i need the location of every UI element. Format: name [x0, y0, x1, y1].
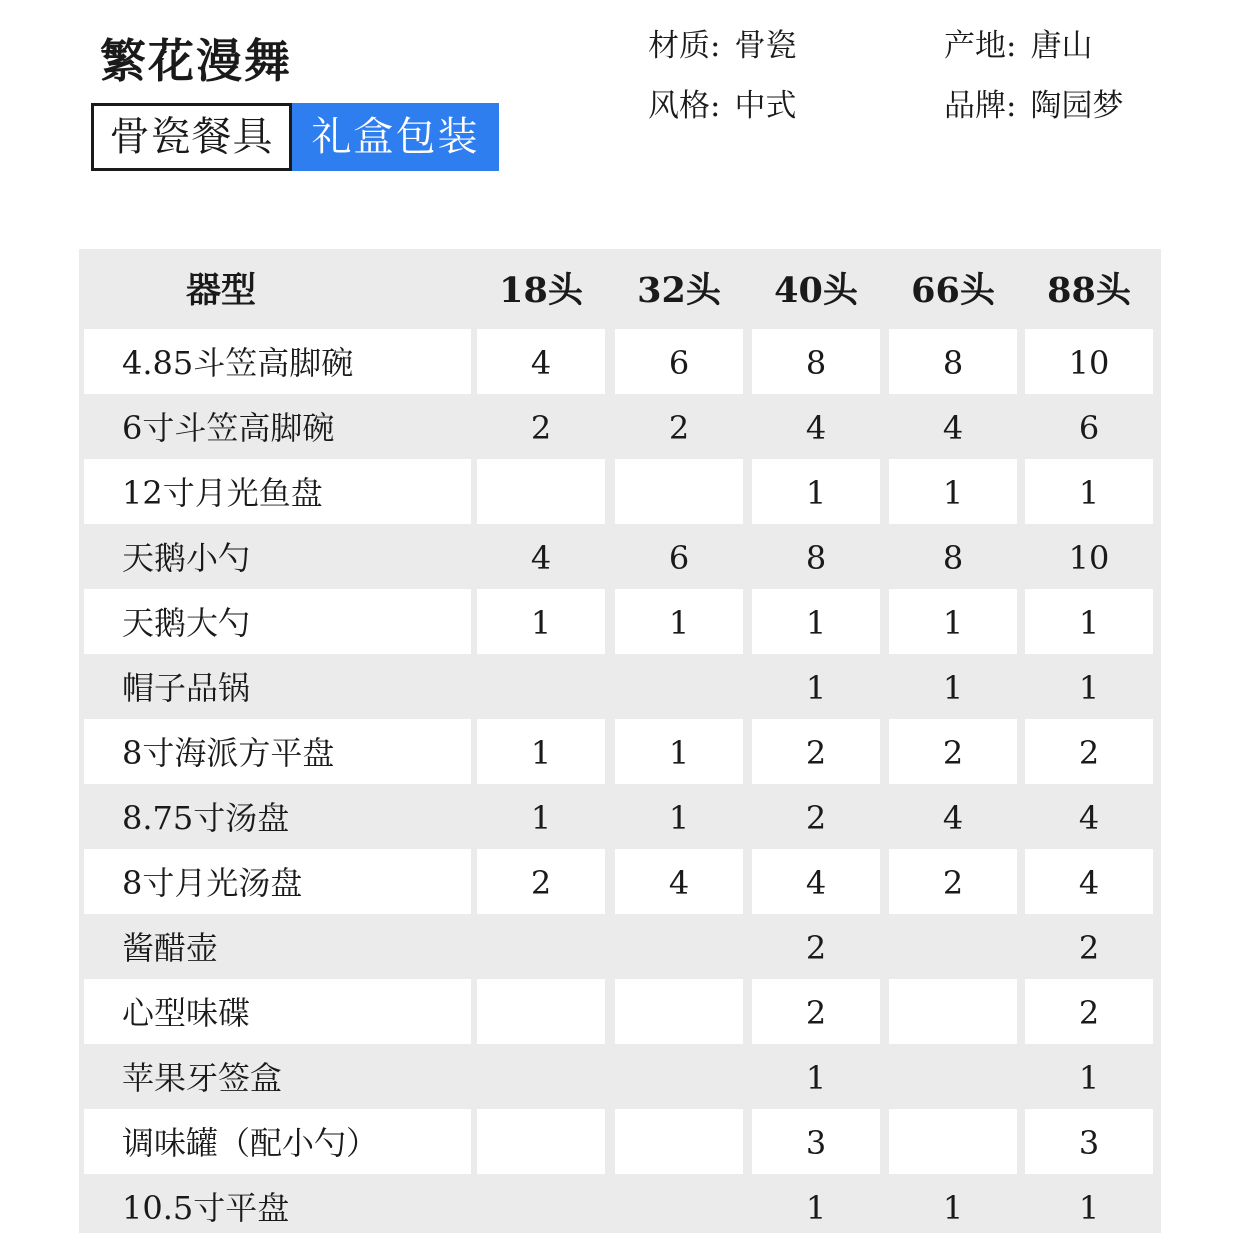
quantity-cell: 1: [942, 1189, 964, 1227]
quantity-cell: [615, 914, 743, 979]
quantity-cell: [889, 1109, 1017, 1174]
quantity-cell: 4: [805, 409, 827, 447]
quantity-cell: [615, 654, 743, 719]
quantity-cell: 1: [752, 459, 880, 524]
quantity-cell: 6: [615, 329, 743, 394]
quantity-cell: 2: [1025, 979, 1153, 1044]
quantity-cell: 8: [752, 329, 880, 394]
item-name-cell: 天鹅大勺: [84, 589, 471, 654]
table-row: [79, 524, 1161, 589]
quantity-cell: 6: [1078, 409, 1100, 447]
quantity-cell: [477, 459, 605, 524]
quantity-cell: [889, 979, 1017, 1044]
quantity-cell: 2: [1025, 719, 1153, 784]
header-66-pieces: 66头: [911, 270, 995, 311]
set-contents-table: [79, 249, 1161, 1233]
quantity-cell: 2: [530, 409, 552, 447]
quantity-cell: 1: [668, 799, 690, 837]
quantity-cell: 2: [1078, 929, 1100, 967]
header-item-type: 器型: [185, 270, 256, 311]
quantity-cell: 1: [889, 589, 1017, 654]
table-row: [79, 589, 1161, 654]
quantity-cell: [615, 1174, 743, 1233]
quantity-cell: 1: [477, 589, 605, 654]
product-tags: [91, 103, 499, 171]
quantity-cell: 1: [805, 1059, 827, 1097]
quantity-cell: 4: [942, 799, 964, 837]
quantity-cell: 1: [1078, 669, 1100, 707]
quantity-cell: [477, 1044, 605, 1109]
spec-value: 中式: [734, 88, 797, 124]
table-row: [79, 459, 1161, 524]
spec-label: 风格:: [648, 88, 721, 124]
table-row: [79, 1174, 1161, 1233]
item-name-cell: 8.75寸汤盘: [122, 799, 290, 837]
item-name-cell: 10.5寸平盘: [122, 1189, 290, 1227]
spec-value: 陶园梦: [1030, 88, 1124, 124]
item-name-cell: 6寸斗笠高脚碗: [122, 409, 335, 447]
quantity-cell: 4: [1078, 799, 1100, 837]
table-row: [79, 849, 1161, 914]
item-name-cell: 帽子品锅: [122, 669, 251, 707]
quantity-cell: 1: [805, 1189, 827, 1227]
quantity-cell: 1: [752, 589, 880, 654]
quantity-cell: 2: [805, 929, 827, 967]
table-row: [79, 1109, 1161, 1174]
quantity-cell: 4: [942, 409, 964, 447]
quantity-cell: 1: [1078, 1059, 1100, 1097]
quantity-cell: [889, 1044, 1017, 1109]
quantity-cell: 1: [1025, 589, 1153, 654]
item-name-cell: 心型味碟: [84, 979, 471, 1044]
quantity-cell: 10: [1068, 539, 1110, 577]
header-18-pieces: 18头: [499, 270, 583, 311]
spec-value: 唐山: [1030, 28, 1093, 64]
quantity-cell: 1: [805, 669, 827, 707]
table-row: [79, 719, 1161, 784]
quantity-cell: 2: [805, 799, 827, 837]
quantity-cell: [615, 1109, 743, 1174]
quantity-cell: [615, 979, 743, 1044]
header-32-pieces: 32头: [637, 270, 721, 311]
product-title: 繁花漫舞: [100, 34, 292, 88]
quantity-cell: 4: [615, 849, 743, 914]
item-name-cell: 4.85斗笠高脚碗: [84, 329, 471, 394]
quantity-cell: 2: [477, 849, 605, 914]
table-row: [79, 914, 1161, 979]
quantity-cell: 1: [1078, 1189, 1100, 1227]
quantity-cell: [477, 1109, 605, 1174]
quantity-cell: 8: [805, 539, 827, 577]
quantity-cell: 1: [477, 719, 605, 784]
item-name-cell: 8寸海派方平盘: [84, 719, 471, 784]
quantity-cell: 3: [1025, 1109, 1153, 1174]
quantity-cell: 10: [1025, 329, 1153, 394]
table-row: [79, 1044, 1161, 1109]
spec-label: 品牌:: [944, 88, 1017, 124]
quantity-cell: 8: [942, 539, 964, 577]
table-row: [79, 394, 1161, 459]
item-name-cell: 调味罐（配小勺）: [84, 1109, 471, 1174]
quantity-cell: [615, 1044, 743, 1109]
item-name-cell: 12寸月光鱼盘: [84, 459, 471, 524]
quantity-cell: [615, 459, 743, 524]
table-row: [79, 784, 1161, 849]
table-header: [79, 249, 1161, 329]
quantity-cell: 2: [752, 979, 880, 1044]
quantity-cell: 1: [1025, 459, 1153, 524]
header-88-pieces: 88头: [1047, 270, 1131, 311]
tag-bone-china: 骨瓷餐具: [91, 103, 292, 171]
quantity-cell: 1: [530, 799, 552, 837]
item-name-cell: 酱醋壶: [122, 929, 219, 967]
quantity-cell: 4: [752, 849, 880, 914]
spec-style: [648, 86, 796, 126]
item-name-cell: 天鹅小勺: [122, 539, 251, 577]
quantity-cell: 1: [615, 589, 743, 654]
quantity-cell: 2: [752, 719, 880, 784]
quantity-cell: 3: [752, 1109, 880, 1174]
quantity-cell: 4: [530, 539, 552, 577]
table-row: [79, 979, 1161, 1044]
quantity-cell: [477, 1174, 605, 1233]
spec-origin: [944, 26, 1092, 66]
quantity-cell: 4: [1025, 849, 1153, 914]
quantity-cell: [889, 914, 1017, 979]
spec-value: 骨瓷: [734, 28, 797, 64]
quantity-cell: 2: [889, 719, 1017, 784]
table-row: [79, 654, 1161, 719]
quantity-cell: 4: [477, 329, 605, 394]
quantity-cell: 2: [889, 849, 1017, 914]
quantity-cell: 2: [668, 409, 690, 447]
quantity-cell: 6: [668, 539, 690, 577]
quantity-cell: [477, 979, 605, 1044]
quantity-cell: 1: [615, 719, 743, 784]
spec-material: [648, 26, 796, 66]
item-name-cell: 8寸月光汤盘: [84, 849, 471, 914]
spec-label: 材质:: [648, 28, 721, 64]
quantity-cell: [477, 654, 605, 719]
tag-gift-box: 礼盒包装: [292, 103, 499, 171]
quantity-cell: 1: [889, 459, 1017, 524]
spec-label: 产地:: [944, 28, 1017, 64]
header-40-pieces: 40头: [774, 270, 858, 311]
quantity-cell: 8: [889, 329, 1017, 394]
table-row: [79, 329, 1161, 394]
quantity-cell: 1: [942, 669, 964, 707]
spec-brand: [944, 86, 1123, 126]
quantity-cell: [477, 914, 605, 979]
item-name-cell: 苹果牙签盒: [122, 1059, 283, 1097]
